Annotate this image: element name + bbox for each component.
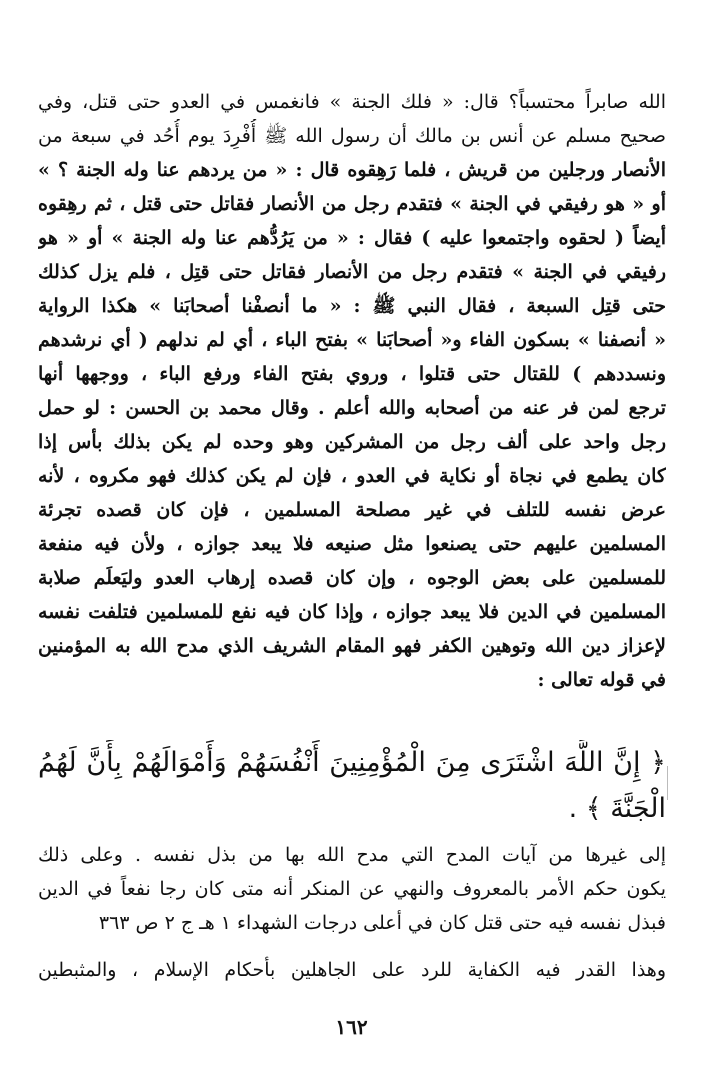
text-line-10: ترجع لمن فر عنه من أصحابه والله أعلم . وقال محمد بن الحسن : لو حمل <box>38 397 666 419</box>
text-line-3: الأنصار ورجلين من قريش ، فلما رَهِقوه قال : « من يردهم عنا وله الجنة ؟ » <box>38 159 666 181</box>
text-line-4: أو « هو رفيقي في الجنة » فتقدم رجل من الأنصار فقاتل حتى قتل ، ثم رهِقوه <box>38 193 666 215</box>
text-line-5: أيضاً ( لحقوه واجتمعوا عليه ) فقال : « من يَرُدُّهم عنا وله الجنة » أو « هو <box>38 227 666 249</box>
text-line-13: عرض نفسه للتلف في غير مصلحة المسلمين ، فإن كان قصده تجرئة <box>38 499 666 521</box>
text-line-2: صحيح مسلم عن أنس بن مالك أن رسول الله ﷺ أُفْرِدَ يوم أُحُد في سبعة من <box>38 125 666 147</box>
text-line-21: فبذل نفسه فيه حتى قتل كان في أعلى درجات الشهداء ١ هـ ج ٢ ص ٣٦٣ <box>98 912 666 934</box>
text-line-20: يكون حكم الأمر بالمعروف والنهي عن المنكر أنه متى كان رجا نفعاً في الدين <box>38 878 666 900</box>
page-number: ١٦٢ <box>335 1015 368 1039</box>
text-line-15: للمسلمين على بعض الوجوه ، وإن كان قصده إرهاب العدو وليَعلَم صلابة <box>38 567 666 589</box>
text-line-22: وهذا القدر فيه الكفاية للرد على الجاهلين بأحكام الإسلام ، والمثبطين <box>38 959 666 981</box>
text-line-12: كان يطمع في نجاة أو نكاية في العدو ، فإن لم يكن كذلك فهو مكروه ، لأنه <box>38 465 666 487</box>
text-line-1: الله صابراً محتسباً؟ قال: « فلك الجنة » فانغمس في العدو حتى قتل، وفي <box>38 91 666 113</box>
text-line-7: حتى قتِل السبعة ، فقال النبي ﷺ : « ما أنصفْنا أصحابَنا » هكذا الرواية <box>38 295 666 317</box>
text-line-16: المسلمين في الدين فلا يبعد جوازه ، وإذا كان فيه نفع للمسلمين فتلفت نفسه <box>38 601 666 623</box>
text-line-18: في قوله تعالى : <box>537 669 666 691</box>
quran-verse-line-2: الْجَنَّةَ ﴾ . <box>568 793 666 824</box>
text-line-11: رجل واحد على ألف رجل من المشركين وهو وحده لم يكن بذلك بأس إذا <box>38 431 666 453</box>
text-line-9: ونسددهم ) للقتال حتى قتلوا ، وروي بفتح الفاء ورفع الباء ، ووجهها أنها <box>38 363 666 385</box>
text-line-14: المسلمين عليهم حتى يصنعوا مثل صنيعه فلا يبعد جوازه ، ولأن فيه منفعة <box>38 533 666 555</box>
text-line-17: لإعزاز دين الله وتوهين الكفر فهو المقام الشريف الذي مدح الله به المؤمنين <box>38 635 666 657</box>
quran-verse-line-1: ﴿ إِنَّ اللَّهَ اشْتَرَى مِنَ الْمُؤْمِنِينَ أَنْفُسَهُمْ وَأَمْوَالَهُمْ بِأَنَّ لَهُمُ <box>38 747 666 778</box>
text-line-6: رفيقي في الجنة » فتقدم رجل من الأنصار فقاتل حتى قتِل ، فلم يزل كذلك <box>38 261 666 283</box>
text-line-8: « أنصفنا » بسكون الفاء و« أصحابَنا » بفتح الباء ، أي لم ندلهم ( أي نرشدهم <box>38 329 666 351</box>
text-line-19: إلى غيرها من آيات المدح التي مدح الله بها من بذل نفسه . وعلى ذلك <box>38 844 666 866</box>
margin-mark <box>664 766 668 800</box>
